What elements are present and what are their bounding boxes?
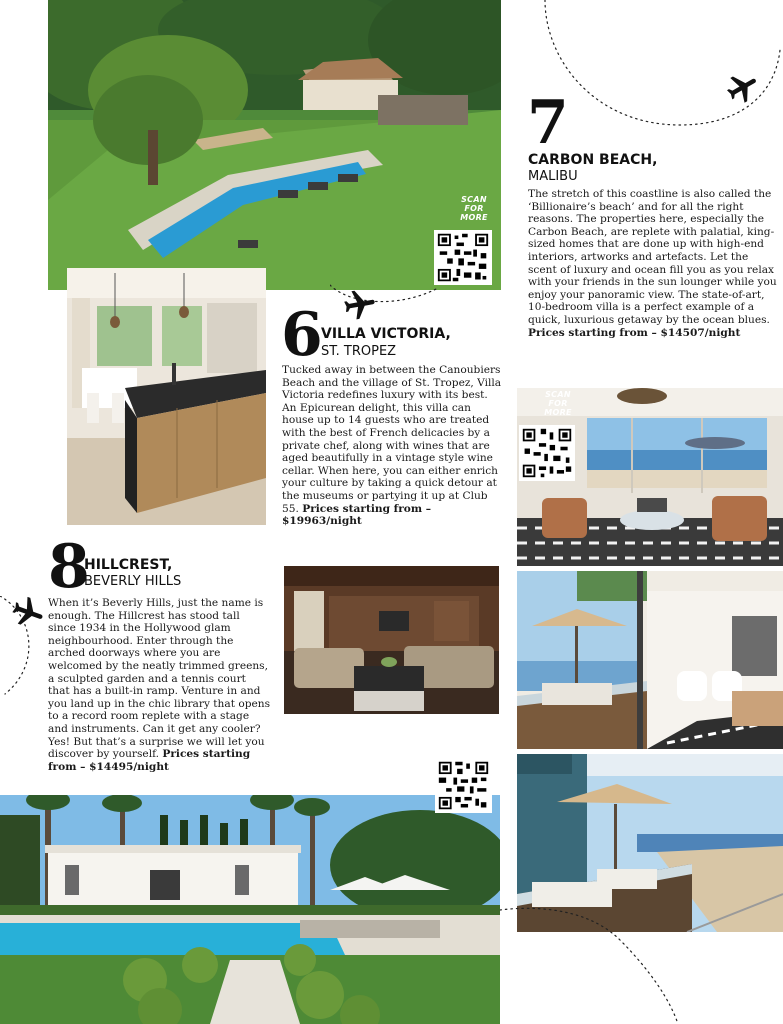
photo-carbon-beach-deck [517, 571, 783, 749]
photo-hillcrest-library [284, 566, 499, 714]
scan-text: SCAN [461, 195, 487, 204]
flight-path-top-right [535, 0, 783, 130]
flight-path-bottom [500, 905, 680, 1024]
qr-code-victoria[interactable] [434, 230, 492, 285]
section-7-title: CARBON BEACH, [528, 152, 658, 168]
section-6-number: 6 [281, 300, 321, 370]
section-8-body [48, 597, 270, 773]
section-8-price: Prices starting from – $14495/night [48, 748, 251, 773]
qr-code-hillcrest[interactable] [435, 758, 492, 813]
section-7-location: MALIBU [528, 169, 578, 184]
section-7-description: The stretch of this coastline is also called the ‘Billionaire’s beach’ and for all the right reasons. The properties here, especially the Carbon Beach, are replete with palatial, king-sized homes that are done up with high-end interiors, artworks and artefacts. Let the scent of luxury and ocean fill you as you relax with your friends in the sun lounger while you enjoy your panoramic view. The state-of-art, 10-bedroom villa is a perfect example of a quick, luxurious getaway by the ocean blues. [528, 188, 777, 326]
section-7-price: Prices starting from – $14507/night [528, 326, 741, 339]
more-text: MORE [544, 408, 572, 417]
for-text: FOR [548, 399, 568, 408]
scan-label-victoria [454, 195, 494, 222]
airplane-icon [725, 70, 761, 106]
section-6-price: Prices starting from – $19963/night [282, 502, 432, 528]
scan-label-carbon [538, 390, 578, 417]
section-6-title: VILLA VICTORIA, [321, 326, 451, 342]
section-8-description: When it’s Beverly Hills, just the name is enough. The Hillcrest has stood tall since 1934 in the Hollywood glam neighbourhood. Enter through the arched doorways where you are welcomed by the neatly trimmed greens, a sculpted garden and a tennis court that has a built-in ramp. Venture in and you land up in the chic library that opens to a record room replete with a stage and instruments. Can it get any cooler? Yes! But that’s a surprise we will let you discover by yourself. [48, 597, 271, 761]
for-text: FOR [464, 733, 484, 742]
for-text: FOR [464, 204, 484, 213]
section-8-number: 8 [48, 532, 88, 602]
scan-text: SCAN [461, 724, 487, 733]
section-6-location: ST. TROPEZ [321, 344, 397, 359]
qr-code-carbon[interactable] [519, 425, 575, 481]
section-8-title: HILLCREST, [84, 557, 173, 573]
airplane-icon [342, 287, 378, 323]
airplane-icon [10, 595, 46, 631]
photo-hillcrest-pool [0, 795, 500, 1024]
section-8-location: BEVERLY HILLS [84, 574, 182, 589]
section-6-description: Tucked away in between the Canoubiers Beach and the village of St. Tropez, Villa Victoria redefines luxury with its best. An Epicurean delight, this villa can house up to 14 guests who are treated with the best of French delicacies by a private chef, along with wines that are aged beautifully in a vintage style wine cellar. When here, you can either enrich your culture by taking a quick detour at the museums or partying it up at Club 55. [282, 364, 502, 515]
section-7-number: 7 [527, 88, 567, 158]
photo-villa-victoria-kitchen [67, 268, 266, 525]
scan-label-hillcrest [454, 724, 494, 751]
section-7-body [528, 188, 778, 339]
more-text: MORE [460, 742, 488, 751]
section-6-body [282, 364, 504, 528]
scan-text: SCAN [545, 390, 571, 399]
more-text: MORE [460, 213, 488, 222]
